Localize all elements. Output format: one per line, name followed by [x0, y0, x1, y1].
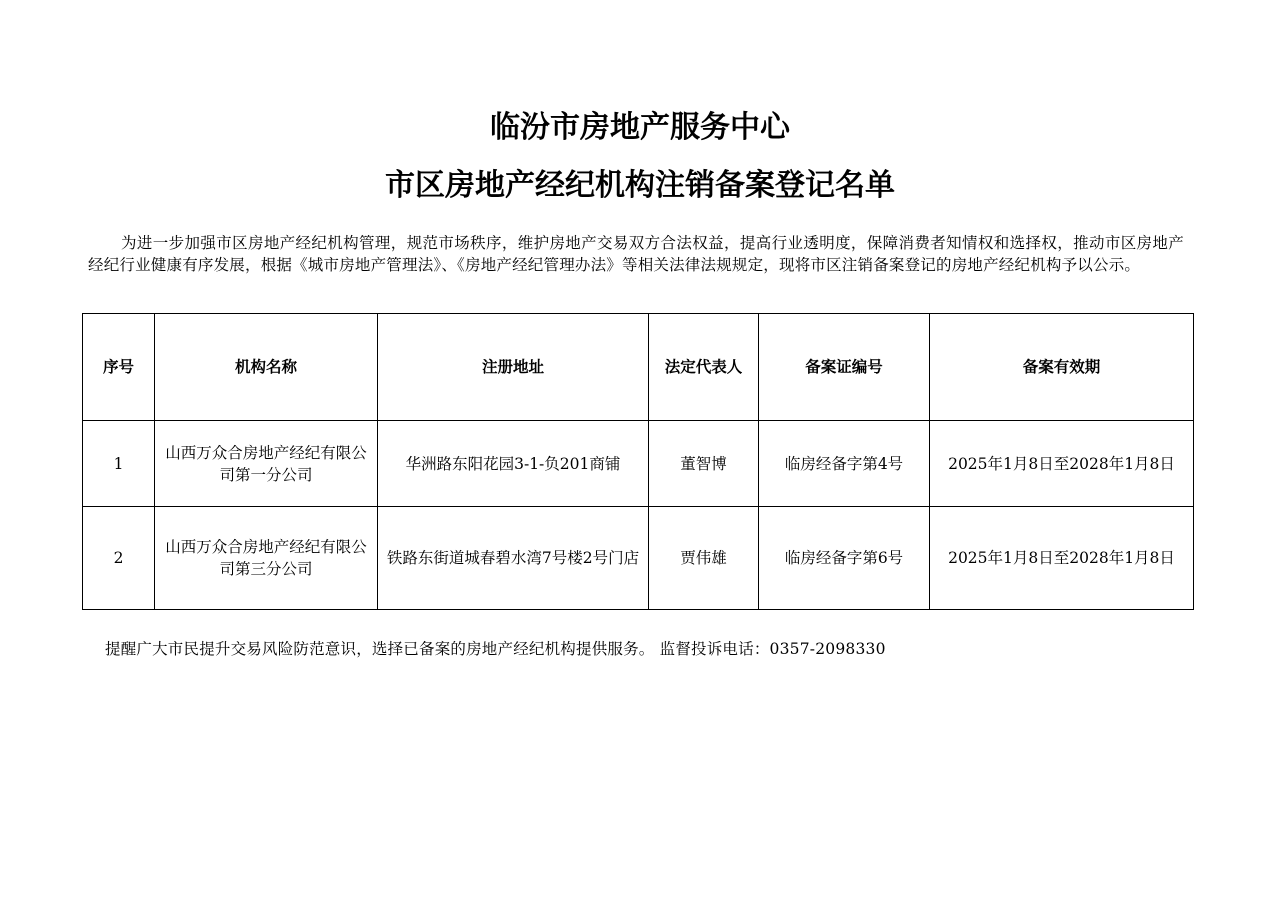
- registry-table: [82, 313, 1194, 610]
- cell-name: 山西万众合房地产经纪有限公司第一分公司: [155, 421, 378, 507]
- table-header-row: [83, 314, 1194, 421]
- cell-legal-rep: 董智博: [649, 421, 759, 507]
- cell-legal-rep: 贾伟雄: [649, 507, 759, 610]
- cell-cert-no: 临房经备字第6号: [759, 507, 930, 610]
- cell-address: 铁路东街道城春碧水湾7号楼2号门店: [378, 507, 649, 610]
- column-header-name: 机构名称: [155, 314, 378, 421]
- cell-validity: 2025年1月8日至2028年1月8日: [930, 421, 1194, 507]
- column-header-cert-no: 备案证编号: [759, 314, 930, 421]
- table-row: [83, 421, 1194, 507]
- org-title: 临汾市房地产服务中心: [490, 110, 790, 145]
- cell-address: 华洲路东阳花园3-1-负201商铺: [378, 421, 649, 507]
- intro-paragraph: 为进一步加强市区房地产经纪机构管理，规范市场秩序，维护房地产交易双方合法权益，提高行业透明度，保障消费者知情权和选择权，推动市区房地产经纪行业健康有序发展，根据《城市房地产管理法》、《房地产经纪管理办法》等相关法律法规规定，现将市区注销备案登记的房地产经纪机构予以公示。: [88, 234, 1184, 274]
- cell-name: 山西万众合房地产经纪有限公司第三分公司: [155, 507, 378, 610]
- column-header-address: 注册地址: [378, 314, 649, 421]
- cell-index: 1: [83, 421, 155, 507]
- cell-cert-no: 临房经备字第4号: [759, 421, 930, 507]
- column-header-index: 序号: [83, 314, 155, 421]
- footer-notice: 提醒广大市民提升交易风险防范意识，选择已备案的房地产经纪机构提供服务。 监督投诉电话：0357-2098330: [105, 640, 886, 658]
- table-row: [83, 507, 1194, 610]
- column-header-validity: 备案有效期: [930, 314, 1194, 421]
- cell-index: 2: [83, 507, 155, 610]
- column-header-legal-rep: 法定代表人: [649, 314, 759, 421]
- document-title: 市区房地产经纪机构注销备案登记名单: [385, 168, 895, 203]
- cell-validity: 2025年1月8日至2028年1月8日: [930, 507, 1194, 610]
